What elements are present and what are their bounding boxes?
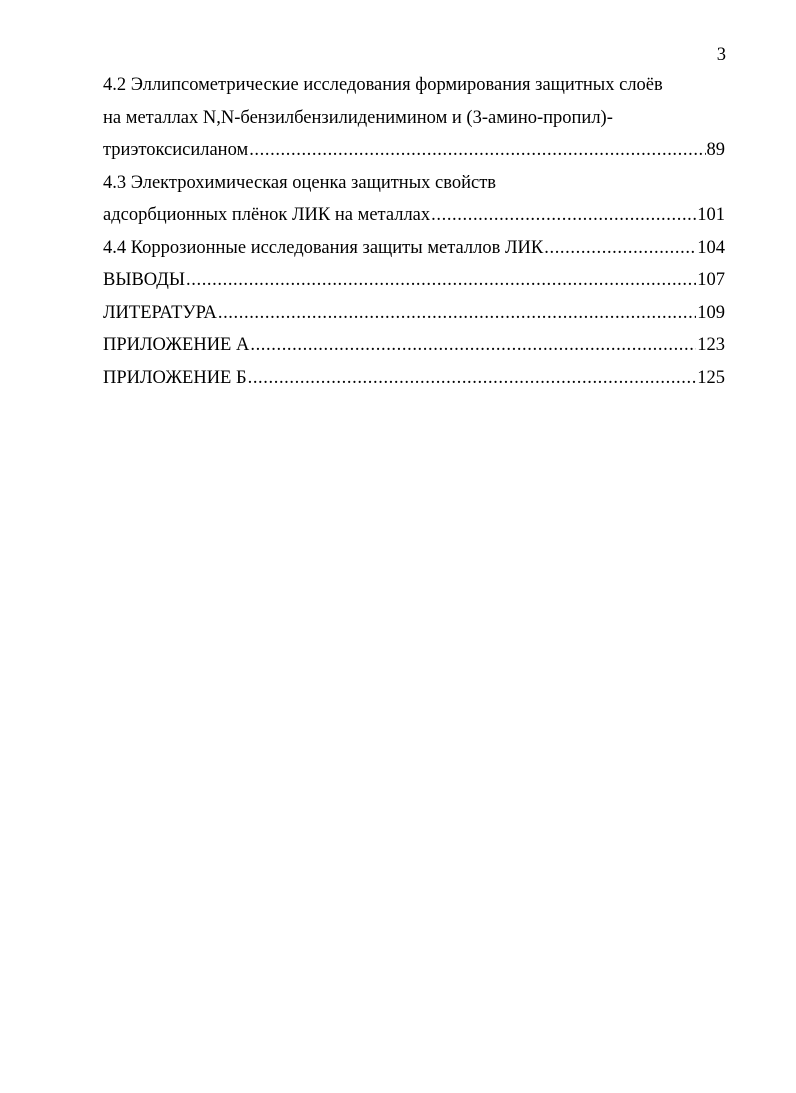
toc-entry-title: адсорбционных плёнок ЛИК на металлах (103, 205, 431, 225)
table-of-contents (103, 74, 725, 399)
toc-entry-title: ПРИЛОЖЕНИЕ Б (103, 367, 247, 388)
toc-page-number: 104 (697, 237, 725, 258)
toc-entry-4-4[interactable] (103, 237, 725, 270)
toc-text: 4.3 Электрохимическая оценка защитных свойств (103, 172, 497, 193)
toc-entry-appendix-b[interactable] (103, 367, 725, 400)
toc-entry-4-2-line-1 (103, 74, 725, 107)
toc-entry-title: ВЫВОДЫ (103, 270, 186, 290)
toc-page-number: 107 (697, 270, 725, 290)
dot-leader (431, 204, 696, 226)
toc-page-number: 89 (706, 140, 725, 160)
toc-text: на металлах N,N-бензилбензилиденимином и (3-амино-пропил)- (103, 107, 613, 128)
toc-page-number: 123 (697, 335, 725, 355)
toc-entry-4-3-line-1 (103, 172, 725, 205)
dot-leader (544, 237, 696, 259)
toc-entry-4-3[interactable] (103, 204, 725, 237)
toc-entry-references[interactable] (103, 302, 725, 335)
toc-entry-conclusions[interactable] (103, 269, 725, 302)
toc-entry-4-2-line-2 (103, 107, 725, 140)
dot-leader (250, 334, 696, 356)
toc-entry-4-2[interactable] (103, 139, 725, 172)
toc-entry-title: триэтоксисиланом (103, 140, 249, 160)
dot-leader (249, 139, 705, 161)
toc-entry-title: ПРИЛОЖЕНИЕ А (103, 335, 250, 355)
dot-leader (218, 302, 696, 324)
dot-leader (248, 367, 697, 389)
toc-entry-title: ЛИТЕРАТУРА (103, 302, 217, 323)
toc-page-number: 109 (697, 302, 725, 323)
dot-leader (186, 269, 696, 291)
page-number: 3 (716, 45, 726, 65)
toc-page-number: 125 (697, 367, 725, 388)
toc-entry-title: 4.4 Коррозионные исследования защиты металлов ЛИК (103, 237, 544, 258)
toc-entry-appendix-a[interactable] (103, 334, 725, 367)
toc-text: 4.2 Эллипсометрические исследования формирования защитных слоёв (103, 75, 663, 95)
toc-page-number: 101 (697, 205, 725, 225)
